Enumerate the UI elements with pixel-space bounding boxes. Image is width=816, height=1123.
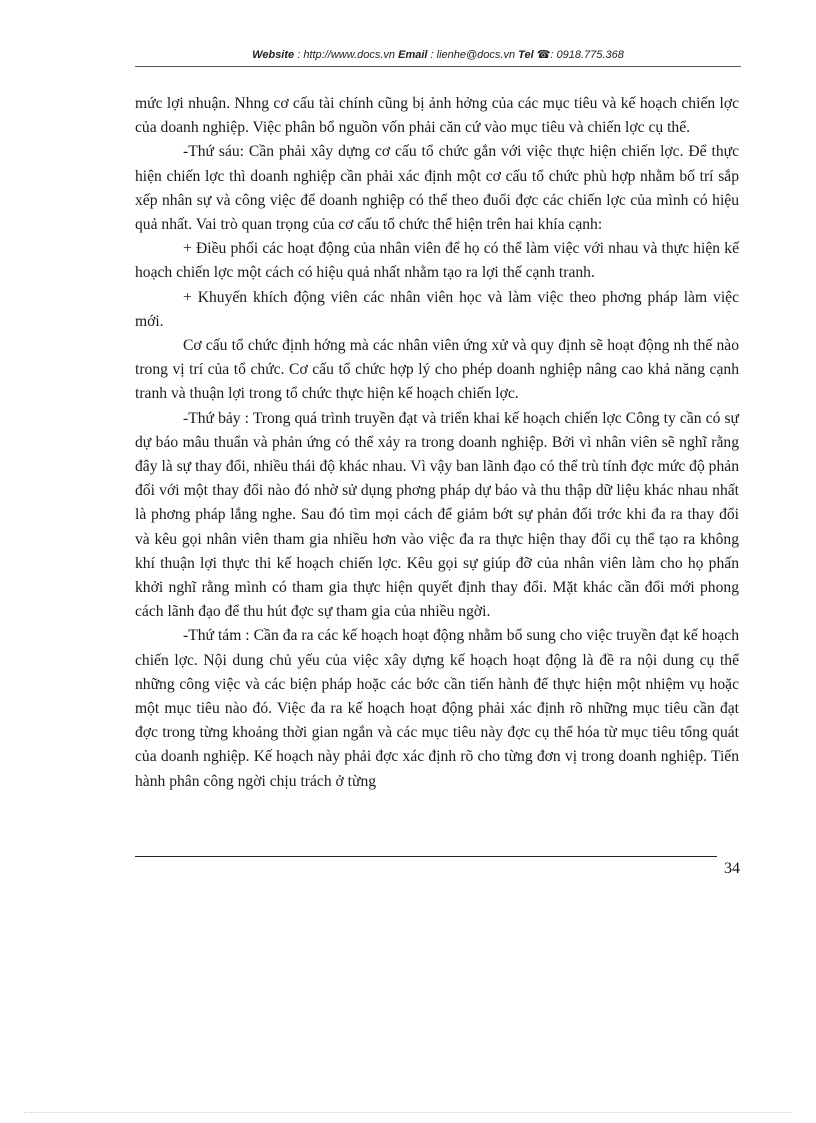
- paragraph: -Thứ bảy : Trong quá trình truyền đạt và triển khai kế hoạch chiến lợc Công ty cần có sự dự báo mâu thuẩn và phản ứng có thể xảy ra trong doanh nghiệp. Bởi vì nhân viên sẽ nghĩ rằng đây là sự thay đổi, nhiều thái độ khác nhau. Vì vậy ban lãnh đạo có thể trù tính đợc mức độ phản đối với một thay đổi nào đó nhờ sử dụng phơng pháp dự báo và thu thập dữ liệu khác nhau nhất là phơng pháp lắng nghe. Sau đó tìm mọi cách để giảm bớt sự phản đối trớc khi đa ra thay đổi và kêu gọi nhân viên tham gia nhiều hơn vào việc đa ra thực hiện thay đổi cụ thể tạo ra không khí thuận lợi thực thi kế hoạch chiến lợc. Kêu gọi sự giúp đỡ của nhân viên làm cho họ phấn khởi nghĩ rằng mình có tham gia thực hiện quyết định thay đổi. Mặt khác cần đổi mới phong cách lãnh đạo để thu hút đợc sự tham gia của nhiều ngời.: [135, 409, 739, 621]
- tel-label: Tel: [518, 49, 534, 61]
- tel-separator: :: [550, 49, 557, 61]
- page-bottom-border: [24, 1112, 792, 1113]
- paragraph: mức lợi nhuận. Nhng cơ cấu tài chính cũng bị ảnh hởng của các mục tiêu và kế hoạch chiến lợc của doanh nghiệp. Việc phân bổ nguồn vốn phải căn cứ vào mục tiêu và chiến lợc cụ thể.: [135, 95, 739, 137]
- body-text: [135, 92, 739, 794]
- email-separator: :: [427, 49, 437, 61]
- header-divider: [135, 66, 741, 67]
- website-separator: :: [294, 49, 304, 61]
- tel-number: 0918.775.368: [556, 49, 624, 61]
- email-address[interactable]: lienhe@docs.vn: [436, 49, 516, 61]
- phone-icon: ☎: [536, 49, 551, 61]
- website-url[interactable]: http://www.docs.vn: [303, 49, 396, 61]
- email-label: Email: [398, 49, 428, 61]
- paragraph: -Thứ tám : Cần đa ra các kế hoạch hoạt động nhằm bổ sung cho việc truyền đạt kế hoạch chiến lợc. Nội dung chủ yếu của việc xây dựng kế hoạch hoạt động là đề ra nội dung cụ thể những công việc và các biện pháp hoặc các bớc cần tiến hành để thực hiện một nhiệm vụ hoặc một mục tiêu nào đó. Việc đa ra kế hoạch hoạt động phải xác định rõ những mục tiêu cần đạt đợc trong từng khoảng thời gian ngắn và các mục tiêu này đợc cụ thể hóa từ mục tiêu tổng quát của doanh nghiệp. Kế hoạch này phải đợc xác định rõ cho từng đơn vị trong doanh nghiệp. Tiến hành phân công ngời chịu trách ở từng: [135, 627, 739, 790]
- footer-divider: [135, 856, 717, 857]
- paragraph: + Điều phối các hoạt động của nhân viên để họ có thể làm việc với nhau và thực hiện kế hoạch chiến lợc một cách có hiệu quả nhất nhằm tạo ra lợi thế cạnh tranh.: [135, 240, 739, 282]
- paragraph: Cơ cấu tổ chức định hớng mà các nhân viên ứng xử và quy định sẽ hoạt động nh thế nào trong vị trí của tổ chức. Cơ cấu tổ chức hợp lý cho phép doanh nghiệp nâng cao khả năng cạnh tranh và thuận lợi trong tổ chức thực hiện kế hoạch chiến lợc.: [135, 337, 739, 403]
- paragraph: -Thứ sáu: Cần phải xây dựng cơ cấu tổ chức gắn với việc thực hiện chiến lợc. Để thực hiện chiến lợc thì doanh nghiệp cần phải xác định một cơ cấu tổ chức phù hợp nhằm bố trí sắp xếp nhân sự và công việc để doanh nghiệp có thể theo đuổi đợc các chiến lợc của mình có hiệu quả nhất. Vai trò quan trọng của cơ cấu tổ chức thể hiện trên hai khía cạnh:: [135, 143, 739, 234]
- page-header: [135, 48, 741, 61]
- website-label: Website: [252, 49, 295, 61]
- page-number: 34: [724, 860, 740, 877]
- paragraph: + Khuyến khích động viên các nhân viên học và làm việc theo phơng pháp làm việc mới.: [135, 288, 739, 330]
